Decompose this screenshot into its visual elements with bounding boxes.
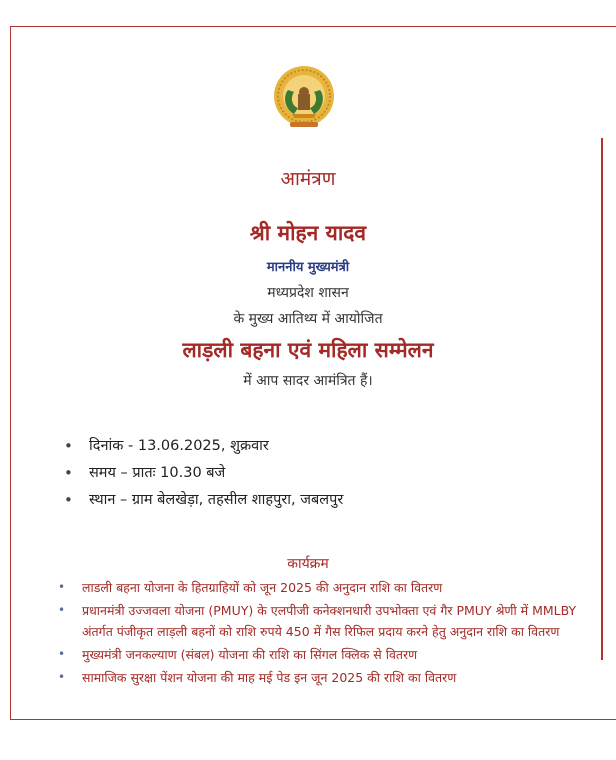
program-list [58,577,594,690]
designation: माननीय मुख्यमंत्री [266,260,350,275]
chief-guest-line: के मुख्य आतिथ्य में आयोजित [233,311,383,327]
program-item: • सामाजिक सुरक्षा पेंशन योजना की माह मई पेड इन जून 2025 की राशि का वितरण [58,667,594,688]
detail-time: • समय – प्रातः 10.30 बजे [64,464,226,482]
government-name: मध्यप्रदेश शासन [267,285,349,301]
bullet-icon: • [58,580,66,594]
bullet-icon: • [58,647,66,661]
bullet-icon: • [64,491,73,509]
chief-guest-name: श्री मोहन यादव [249,221,367,245]
welcome-line: में आप सादर आमंत्रित हैं। [243,373,373,389]
invitation-title: आमंत्रण [280,168,336,190]
program-title: कार्यक्रम [287,556,329,572]
program-item: • मुख्यमंत्री जनकल्याण (संबल) योजना की राशि का सिंगल क्लिक से वितरण [58,644,594,665]
detail-venue: • स्थान – ग्राम बेलखेड़ा, तहसील शाहपुरा, जबलपुर [64,491,344,509]
bullet-icon: • [64,464,73,482]
bullet-icon: • [58,670,66,684]
bullet-icon: • [58,603,66,617]
event-details-list [64,436,343,517]
bullet-icon: • [64,437,73,455]
state-emblem-icon [272,64,336,138]
program-item: • लाडली बहना योजना के हितग्राहियों को जून 2025 की अनुदान राशि का वितरण [58,577,594,598]
detail-date: • दिनांक - 13.06.2025, शुक्रवार [64,437,269,455]
program-item: • प्रधानमंत्री उज्जवला योजना (PMUY) के एलपीजी कनेक्शनधारी उपभोक्ता एवं गैर PMUY श्रेणी में MMLBY अंतर्गत पंजीकृत लाड़ली बहनों को राशि रुपये 450 में गैस रिफिल प्रदाय करने हेतु अनुदान राशि का वितरण [58,600,594,642]
decorative-rule [601,138,603,660]
event-name: लाड़ली बहना एवं महिला सम्मेलन [182,338,434,362]
